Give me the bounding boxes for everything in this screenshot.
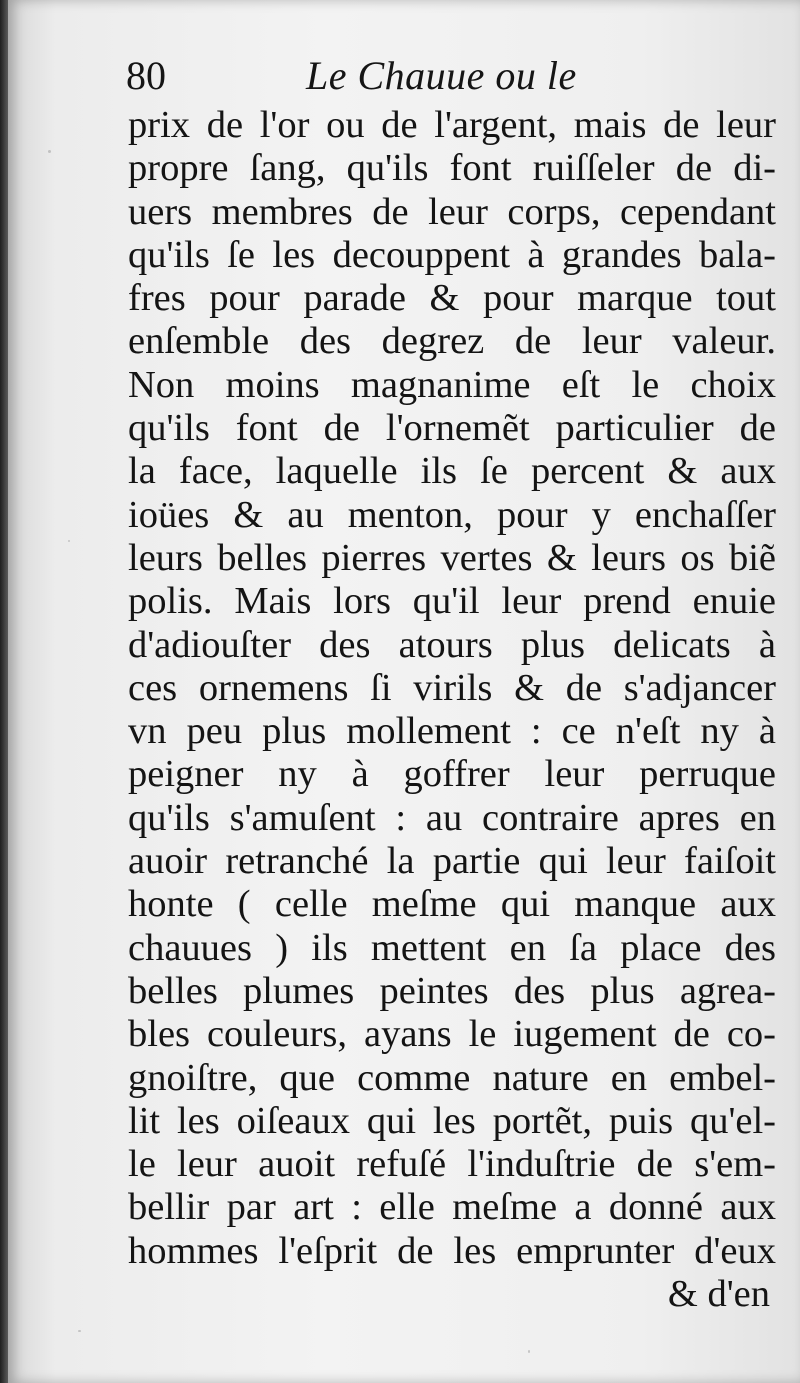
text-line: propre ſang, qu'ils font ruiſſeler de di-: [128, 147, 776, 190]
text-line: auoir retranché la partie qui leur faiſoit: [128, 840, 776, 883]
paper-speck: [78, 1330, 81, 1332]
paper-speck: [528, 1350, 530, 1353]
book-page: [8, 0, 800, 1383]
text-line-catchword: & d'en: [667, 1273, 770, 1316]
text-line: ces ornemens ſi virils & de s'adjancer: [128, 666, 776, 709]
text-line: leurs belles pierres vertes & leurs os biẽ: [128, 536, 776, 579]
page-header: [120, 48, 780, 104]
text-line: chauues ) ils mettent en ſa place des: [128, 926, 776, 969]
text-line: le leur auoit refuſé l'induſtrie de s'em-: [128, 1143, 776, 1186]
text-line: qu'ils font de l'ornemẽt particulier de: [128, 407, 776, 450]
body-text: [128, 104, 776, 1316]
text-line: qu'ils ſe les decouppent à grandes bala-: [128, 233, 776, 276]
running-head: Le Chauue ou le: [306, 53, 577, 98]
text-line: prix de l'or ou de l'argent, mais de leur: [128, 104, 776, 146]
text-line: honte ( celle meſme qui manque aux: [128, 883, 776, 926]
text-line: enſemble des degrez de leur valeur.: [128, 320, 776, 363]
text-line: gnoiſtre, que comme nature en embel-: [128, 1056, 776, 1099]
text-line: la face, laquelle ils ſe percent & aux: [128, 450, 776, 493]
text-line: polis. Mais lors qu'il leur prend enuie: [128, 580, 776, 623]
text-line: Non moins magnanime eſt le choix: [128, 363, 776, 406]
text-line: uers membres de leur corps, cependant: [128, 190, 776, 233]
paper-speck: [48, 150, 51, 153]
text-line: qu'ils s'amuſent : au contraire apres en: [128, 796, 776, 839]
paper-speck: [68, 540, 70, 542]
text-line: vn peu plus mollement : ce n'eſt ny à: [128, 710, 776, 753]
text-line: bellir par art : elle meſme a donné aux: [128, 1186, 776, 1229]
text-line: lit les oiſeaux qui les portẽt, puis qu'el-: [128, 1099, 776, 1142]
text-line: d'adiouſter des atours plus delicats à: [128, 623, 776, 666]
text-line: belles plumes peintes des plus agrea-: [128, 969, 776, 1012]
text-line: ioües & au menton, pour y enchaſſer: [128, 493, 776, 536]
text-line: peigner ny à goffrer leur perruque: [128, 753, 776, 796]
text-line: hommes l'eſprit de les emprunter d'eux: [128, 1229, 776, 1272]
book-gutter: [0, 0, 8, 1383]
text-line: bles couleurs, ayans le iugement de co-: [128, 1013, 776, 1056]
text-line: fres pour parade & pour marque tout: [128, 277, 776, 320]
page-number: 80: [126, 53, 166, 98]
